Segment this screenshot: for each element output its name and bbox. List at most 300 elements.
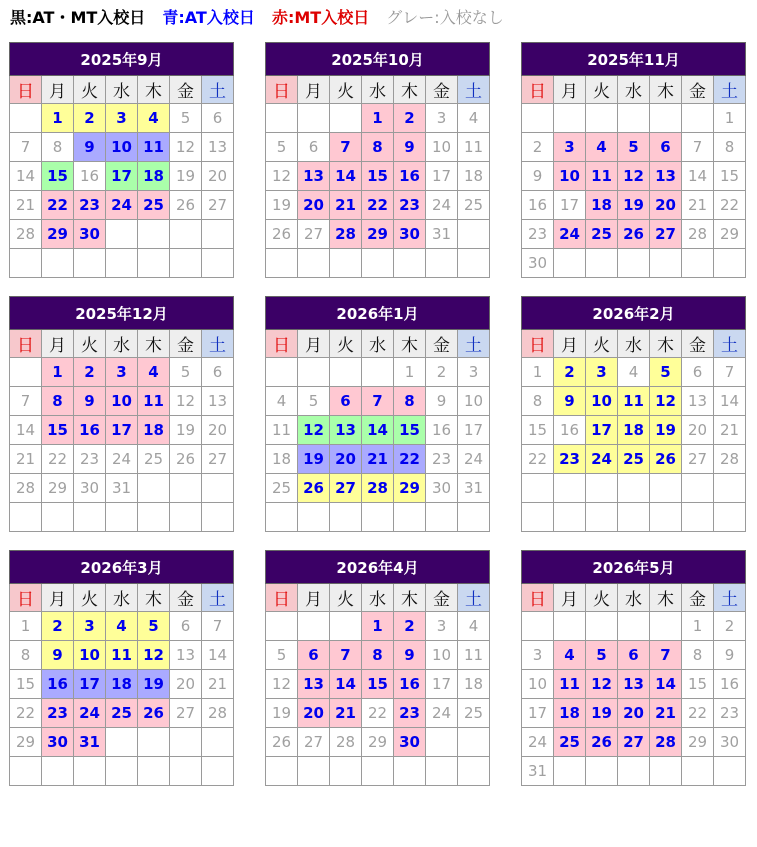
day-cell: 5 <box>586 641 618 670</box>
empty-day-cell <box>586 249 618 278</box>
day-cell: 14 <box>202 641 234 670</box>
month-table <box>9 550 234 786</box>
day-cell: 21 <box>202 670 234 699</box>
day-cell: 26 <box>266 220 298 249</box>
empty-day-cell <box>714 249 746 278</box>
day-cell: 7 <box>202 612 234 641</box>
month-calendar <box>521 296 746 532</box>
empty-day-cell <box>170 757 202 786</box>
day-cell: 25 <box>138 445 170 474</box>
weekday-header: 火 <box>330 76 362 104</box>
day-cell: 22 <box>394 445 426 474</box>
empty-day-cell <box>522 474 554 503</box>
empty-day-cell <box>42 249 74 278</box>
empty-day-cell <box>554 104 586 133</box>
day-cell: 10 <box>586 387 618 416</box>
weekday-header: 月 <box>42 76 74 104</box>
empty-day-cell <box>106 249 138 278</box>
empty-day-cell <box>106 503 138 532</box>
day-cell: 10 <box>426 641 458 670</box>
day-cell: 23 <box>426 445 458 474</box>
day-cell: 4 <box>266 387 298 416</box>
day-cell: 11 <box>458 133 490 162</box>
empty-day-cell <box>170 220 202 249</box>
empty-day-cell <box>586 757 618 786</box>
day-cell: 13 <box>618 670 650 699</box>
empty-day-cell <box>266 358 298 387</box>
day-cell: 26 <box>618 220 650 249</box>
day-cell: 28 <box>330 728 362 757</box>
weekday-header: 水 <box>618 330 650 358</box>
weekday-header: 日 <box>10 584 42 612</box>
empty-day-cell <box>10 358 42 387</box>
day-cell: 8 <box>522 387 554 416</box>
empty-day-cell <box>586 474 618 503</box>
day-cell: 8 <box>394 387 426 416</box>
empty-day-cell <box>618 503 650 532</box>
weekday-header: 木 <box>138 76 170 104</box>
weekday-header: 日 <box>266 330 298 358</box>
weekday-header: 木 <box>138 584 170 612</box>
day-cell: 27 <box>682 445 714 474</box>
day-cell: 8 <box>362 133 394 162</box>
weekday-header: 金 <box>682 584 714 612</box>
weekday-header: 火 <box>586 330 618 358</box>
day-cell: 14 <box>10 162 42 191</box>
day-cell: 19 <box>298 445 330 474</box>
weekday-header: 月 <box>554 76 586 104</box>
month-title: 2025年10月 <box>266 43 490 76</box>
empty-day-cell <box>330 612 362 641</box>
day-cell: 24 <box>426 191 458 220</box>
day-cell: 6 <box>682 358 714 387</box>
day-cell: 18 <box>458 670 490 699</box>
month-calendar <box>265 42 490 278</box>
empty-day-cell <box>74 757 106 786</box>
day-cell: 2 <box>426 358 458 387</box>
weekday-header: 木 <box>138 330 170 358</box>
day-cell: 25 <box>554 728 586 757</box>
empty-day-cell <box>266 104 298 133</box>
weekday-header: 日 <box>522 330 554 358</box>
day-cell: 7 <box>682 133 714 162</box>
empty-day-cell <box>426 503 458 532</box>
month-calendar <box>9 296 234 532</box>
day-cell: 27 <box>330 474 362 503</box>
empty-day-cell <box>10 104 42 133</box>
empty-day-cell <box>330 358 362 387</box>
day-cell: 21 <box>10 191 42 220</box>
day-cell: 14 <box>682 162 714 191</box>
day-cell: 30 <box>714 728 746 757</box>
empty-day-cell <box>266 612 298 641</box>
day-cell: 21 <box>714 416 746 445</box>
empty-day-cell <box>106 220 138 249</box>
day-cell: 22 <box>362 191 394 220</box>
day-cell: 3 <box>458 358 490 387</box>
day-cell: 3 <box>74 612 106 641</box>
day-cell: 4 <box>138 104 170 133</box>
day-cell: 17 <box>74 670 106 699</box>
weekday-header: 金 <box>170 76 202 104</box>
day-cell: 23 <box>714 699 746 728</box>
empty-day-cell <box>74 249 106 278</box>
day-cell: 5 <box>170 358 202 387</box>
month-calendar <box>521 42 746 278</box>
day-cell: 13 <box>682 387 714 416</box>
day-cell: 13 <box>170 641 202 670</box>
weekday-header: 月 <box>42 330 74 358</box>
day-cell: 27 <box>202 445 234 474</box>
day-cell: 5 <box>298 387 330 416</box>
day-cell: 31 <box>106 474 138 503</box>
day-cell: 26 <box>298 474 330 503</box>
day-cell: 7 <box>10 387 42 416</box>
weekday-header: 水 <box>106 584 138 612</box>
weekday-header: 土 <box>202 584 234 612</box>
empty-day-cell <box>362 503 394 532</box>
empty-day-cell <box>650 104 682 133</box>
day-cell: 12 <box>650 387 682 416</box>
day-cell: 9 <box>394 641 426 670</box>
empty-day-cell <box>458 757 490 786</box>
day-cell: 9 <box>426 387 458 416</box>
day-cell: 14 <box>650 670 682 699</box>
weekday-header: 水 <box>362 76 394 104</box>
weekday-header: 土 <box>714 584 746 612</box>
day-cell: 12 <box>586 670 618 699</box>
day-cell: 6 <box>298 133 330 162</box>
day-cell: 21 <box>362 445 394 474</box>
day-cell: 2 <box>394 612 426 641</box>
day-cell: 19 <box>266 699 298 728</box>
day-cell: 8 <box>362 641 394 670</box>
empty-day-cell <box>10 503 42 532</box>
day-cell: 6 <box>170 612 202 641</box>
day-cell: 22 <box>42 445 74 474</box>
empty-day-cell <box>586 503 618 532</box>
empty-day-cell <box>202 728 234 757</box>
day-cell: 14 <box>362 416 394 445</box>
weekday-header: 木 <box>394 76 426 104</box>
empty-day-cell <box>330 503 362 532</box>
day-cell: 10 <box>426 133 458 162</box>
day-cell: 27 <box>618 728 650 757</box>
day-cell: 9 <box>394 133 426 162</box>
month-calendar <box>521 550 746 786</box>
day-cell: 17 <box>458 416 490 445</box>
weekday-header: 月 <box>298 584 330 612</box>
day-cell: 26 <box>266 728 298 757</box>
day-cell: 10 <box>106 387 138 416</box>
weekday-header: 火 <box>330 330 362 358</box>
empty-day-cell <box>522 612 554 641</box>
day-cell: 18 <box>554 699 586 728</box>
empty-day-cell <box>170 728 202 757</box>
day-cell: 20 <box>298 699 330 728</box>
day-cell: 28 <box>650 728 682 757</box>
empty-day-cell <box>458 220 490 249</box>
day-cell: 4 <box>106 612 138 641</box>
day-cell: 9 <box>522 162 554 191</box>
day-cell: 16 <box>522 191 554 220</box>
empty-day-cell <box>74 503 106 532</box>
day-cell: 19 <box>586 699 618 728</box>
day-cell: 7 <box>330 641 362 670</box>
day-cell: 20 <box>202 416 234 445</box>
empty-day-cell <box>138 728 170 757</box>
empty-day-cell <box>298 612 330 641</box>
legend <box>10 7 516 29</box>
empty-day-cell <box>650 757 682 786</box>
day-cell: 17 <box>426 162 458 191</box>
day-cell: 15 <box>362 162 394 191</box>
month-title: 2026年1月 <box>266 297 490 330</box>
day-cell: 7 <box>10 133 42 162</box>
empty-day-cell <box>170 503 202 532</box>
month-table <box>521 42 746 278</box>
day-cell: 20 <box>170 670 202 699</box>
day-cell: 12 <box>138 641 170 670</box>
day-cell: 30 <box>74 474 106 503</box>
day-cell: 15 <box>10 670 42 699</box>
day-cell: 29 <box>42 220 74 249</box>
day-cell: 23 <box>42 699 74 728</box>
day-cell: 1 <box>394 358 426 387</box>
day-cell: 23 <box>394 699 426 728</box>
month-calendar <box>265 296 490 532</box>
empty-day-cell <box>170 474 202 503</box>
month-title: 2026年5月 <box>522 551 746 584</box>
day-cell: 12 <box>618 162 650 191</box>
empty-day-cell <box>362 757 394 786</box>
weekday-header: 火 <box>586 76 618 104</box>
day-cell: 22 <box>10 699 42 728</box>
day-cell: 28 <box>10 220 42 249</box>
empty-day-cell <box>554 249 586 278</box>
empty-day-cell <box>298 249 330 278</box>
day-cell: 14 <box>714 387 746 416</box>
month-table <box>265 296 490 532</box>
day-cell: 5 <box>138 612 170 641</box>
day-cell: 21 <box>330 191 362 220</box>
weekday-header: 月 <box>554 584 586 612</box>
empty-day-cell <box>298 358 330 387</box>
day-cell: 11 <box>106 641 138 670</box>
day-cell: 11 <box>618 387 650 416</box>
day-cell: 29 <box>42 474 74 503</box>
weekday-header: 木 <box>650 584 682 612</box>
day-cell: 11 <box>266 416 298 445</box>
weekday-header: 土 <box>458 76 490 104</box>
empty-day-cell <box>394 757 426 786</box>
day-cell: 12 <box>170 387 202 416</box>
day-cell: 5 <box>266 641 298 670</box>
day-cell: 18 <box>138 416 170 445</box>
day-cell: 8 <box>714 133 746 162</box>
day-cell: 21 <box>10 445 42 474</box>
day-cell: 13 <box>650 162 682 191</box>
day-cell: 15 <box>42 162 74 191</box>
day-cell: 20 <box>298 191 330 220</box>
empty-day-cell <box>298 104 330 133</box>
day-cell: 16 <box>74 416 106 445</box>
day-cell: 8 <box>682 641 714 670</box>
day-cell: 5 <box>650 358 682 387</box>
month-table <box>521 296 746 532</box>
empty-day-cell <box>426 249 458 278</box>
weekday-header: 金 <box>170 330 202 358</box>
day-cell: 29 <box>362 728 394 757</box>
empty-day-cell <box>202 503 234 532</box>
day-cell: 23 <box>74 191 106 220</box>
empty-day-cell <box>170 249 202 278</box>
weekday-header: 日 <box>266 76 298 104</box>
day-cell: 27 <box>650 220 682 249</box>
day-cell: 20 <box>682 416 714 445</box>
weekday-header: 土 <box>202 76 234 104</box>
day-cell: 21 <box>650 699 682 728</box>
day-cell: 4 <box>458 612 490 641</box>
day-cell: 13 <box>202 387 234 416</box>
day-cell: 3 <box>106 104 138 133</box>
empty-day-cell <box>330 249 362 278</box>
weekday-header: 日 <box>10 330 42 358</box>
day-cell: 11 <box>138 133 170 162</box>
day-cell: 7 <box>714 358 746 387</box>
day-cell: 29 <box>682 728 714 757</box>
weekday-header: 金 <box>170 584 202 612</box>
weekday-header: 月 <box>298 76 330 104</box>
day-cell: 13 <box>298 670 330 699</box>
weekday-header: 木 <box>394 584 426 612</box>
month-title: 2026年3月 <box>10 551 234 584</box>
day-cell: 3 <box>522 641 554 670</box>
empty-day-cell <box>682 503 714 532</box>
empty-day-cell <box>458 503 490 532</box>
day-cell: 27 <box>298 728 330 757</box>
empty-day-cell <box>10 757 42 786</box>
day-cell: 6 <box>298 641 330 670</box>
weekday-header: 水 <box>106 76 138 104</box>
day-cell: 8 <box>42 133 74 162</box>
day-cell: 18 <box>586 191 618 220</box>
day-cell: 23 <box>394 191 426 220</box>
weekday-header: 土 <box>202 330 234 358</box>
weekday-header: 日 <box>522 76 554 104</box>
day-cell: 10 <box>554 162 586 191</box>
day-cell: 28 <box>202 699 234 728</box>
day-cell: 8 <box>10 641 42 670</box>
day-cell: 16 <box>426 416 458 445</box>
empty-day-cell <box>650 503 682 532</box>
day-cell: 20 <box>330 445 362 474</box>
empty-day-cell <box>298 503 330 532</box>
day-cell: 28 <box>10 474 42 503</box>
day-cell: 30 <box>42 728 74 757</box>
day-cell: 2 <box>42 612 74 641</box>
day-cell: 1 <box>42 104 74 133</box>
empty-day-cell <box>554 474 586 503</box>
weekday-header: 火 <box>586 584 618 612</box>
weekday-header: 金 <box>426 330 458 358</box>
day-cell: 1 <box>522 358 554 387</box>
day-cell: 2 <box>394 104 426 133</box>
day-cell: 17 <box>106 416 138 445</box>
day-cell: 1 <box>10 612 42 641</box>
weekday-header: 木 <box>650 76 682 104</box>
legend-blue: 青:AT入校日 <box>162 8 255 27</box>
day-cell: 6 <box>650 133 682 162</box>
day-cell: 3 <box>426 612 458 641</box>
day-cell: 23 <box>74 445 106 474</box>
month-calendar <box>9 42 234 278</box>
empty-day-cell <box>426 757 458 786</box>
day-cell: 28 <box>682 220 714 249</box>
day-cell: 20 <box>650 191 682 220</box>
day-cell: 4 <box>458 104 490 133</box>
day-cell: 28 <box>714 445 746 474</box>
day-cell: 12 <box>170 133 202 162</box>
day-cell: 26 <box>586 728 618 757</box>
day-cell: 29 <box>394 474 426 503</box>
empty-day-cell <box>10 249 42 278</box>
day-cell: 16 <box>394 162 426 191</box>
empty-day-cell <box>618 104 650 133</box>
day-cell: 3 <box>106 358 138 387</box>
day-cell: 29 <box>10 728 42 757</box>
day-cell: 10 <box>106 133 138 162</box>
day-cell: 16 <box>42 670 74 699</box>
weekday-header: 土 <box>714 330 746 358</box>
day-cell: 4 <box>586 133 618 162</box>
day-cell: 22 <box>682 699 714 728</box>
day-cell: 17 <box>106 162 138 191</box>
day-cell: 24 <box>106 191 138 220</box>
day-cell: 7 <box>650 641 682 670</box>
day-cell: 17 <box>522 699 554 728</box>
day-cell: 9 <box>714 641 746 670</box>
day-cell: 19 <box>650 416 682 445</box>
day-cell: 18 <box>138 162 170 191</box>
day-cell: 25 <box>586 220 618 249</box>
empty-day-cell <box>618 474 650 503</box>
empty-day-cell <box>522 503 554 532</box>
empty-day-cell <box>586 104 618 133</box>
day-cell: 25 <box>458 699 490 728</box>
month-table <box>9 296 234 532</box>
day-cell: 6 <box>202 358 234 387</box>
day-cell: 30 <box>426 474 458 503</box>
empty-day-cell <box>650 612 682 641</box>
empty-day-cell <box>298 757 330 786</box>
weekday-header: 土 <box>458 330 490 358</box>
weekday-header: 土 <box>714 76 746 104</box>
day-cell: 28 <box>362 474 394 503</box>
empty-day-cell <box>618 249 650 278</box>
weekday-header: 金 <box>682 76 714 104</box>
empty-day-cell <box>682 249 714 278</box>
day-cell: 22 <box>42 191 74 220</box>
empty-day-cell <box>714 474 746 503</box>
empty-day-cell <box>618 612 650 641</box>
day-cell: 17 <box>554 191 586 220</box>
month-title: 2026年2月 <box>522 297 746 330</box>
day-cell: 9 <box>74 133 106 162</box>
month-title: 2025年9月 <box>10 43 234 76</box>
empty-day-cell <box>682 104 714 133</box>
empty-day-cell <box>138 503 170 532</box>
